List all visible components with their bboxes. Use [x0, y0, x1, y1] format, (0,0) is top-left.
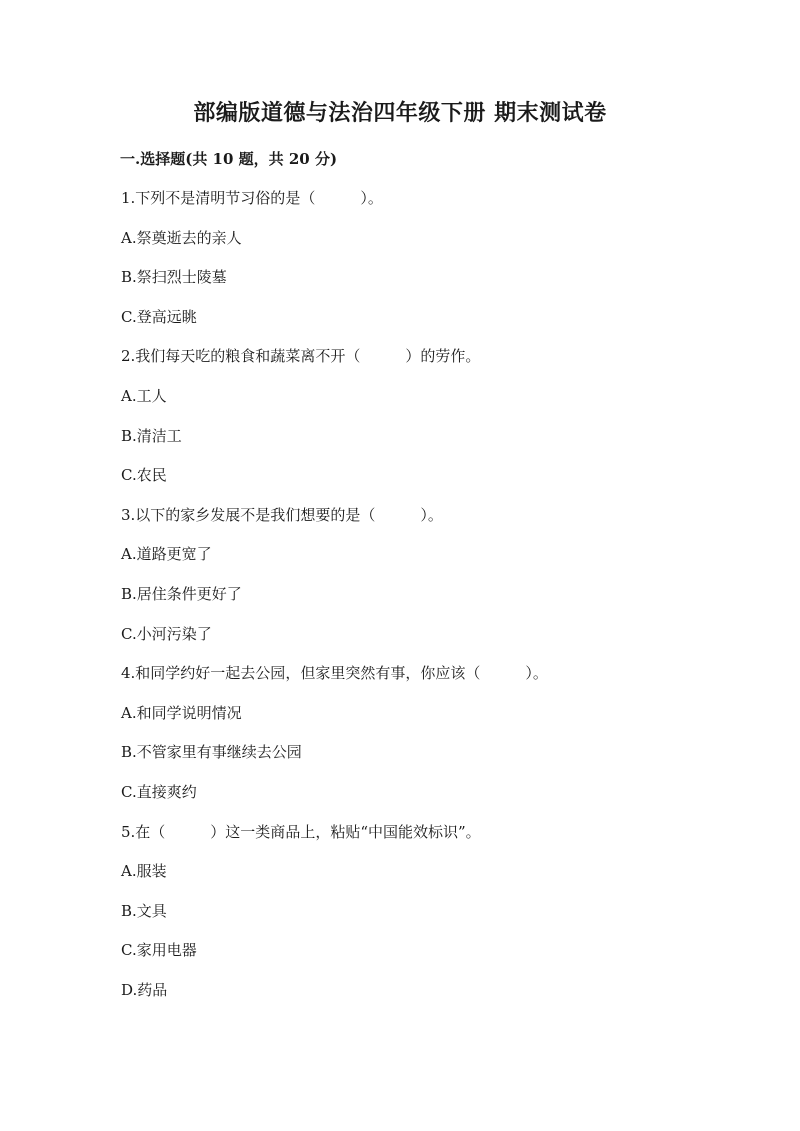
answer-option: B.清洁工 [121, 426, 182, 445]
answer-option: D.药品 [121, 980, 168, 999]
answer-option: B.文具 [121, 901, 167, 920]
page-title: 部编版道德与法治四年级下册 期末测试卷 [193, 100, 607, 126]
question-stem: 2.我们每天吃的粮食和蔬菜离不开（ ）的劳作。 [121, 347, 481, 366]
answer-option: B.居住条件更好了 [121, 584, 242, 603]
answer-option: A.祭奠逝去的亲人 [121, 228, 242, 247]
question-list [121, 187, 721, 1018]
answer-option: A.服装 [121, 862, 167, 881]
answer-option: A.道路更宽了 [121, 545, 212, 564]
answer-option: C.登高远眺 [121, 307, 197, 326]
answer-option: C.家用电器 [121, 941, 197, 960]
answer-option: A.工人 [121, 386, 167, 405]
question-stem: 3.以下的家乡发展不是我们想要的是（ ）。 [121, 505, 443, 524]
question-stem: 1.下列不是清明节习俗的是（ ）。 [121, 189, 383, 207]
answer-option: C.小河污染了 [121, 624, 212, 643]
question-stem: 4.和同学约好一起去公园，但家里突然有事，你应该（ ）。 [121, 664, 548, 683]
answer-option: A.和同学说明情况 [121, 703, 242, 722]
section-heading: 一.选择题(共 10 题，共 20 分) [120, 150, 338, 168]
question-stem: 5.在（ ）这一类商品上，粘贴“中国能效标识”。 [121, 822, 481, 841]
answer-option: C.直接爽约 [121, 782, 197, 801]
answer-option: B.不管家里有事继续去公园 [121, 743, 302, 762]
answer-option: B.祭扫烈士陵墓 [121, 268, 227, 287]
answer-option: C.农民 [121, 466, 167, 485]
